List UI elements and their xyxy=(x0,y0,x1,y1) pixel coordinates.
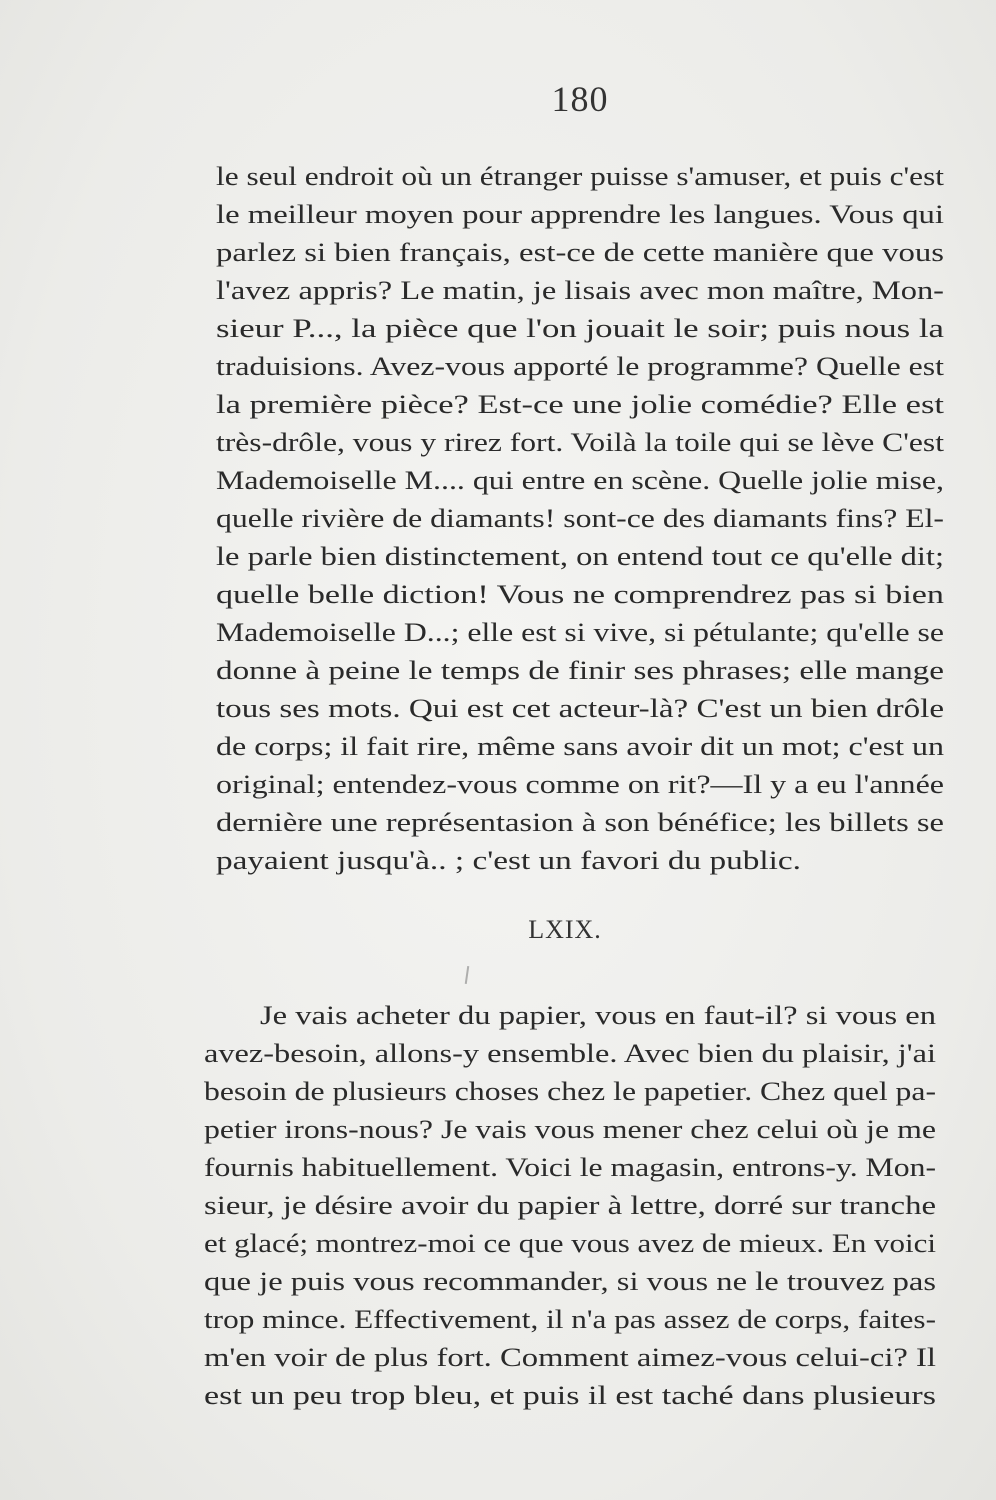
print-speck xyxy=(465,966,469,984)
text-line: de corps; il fait rire, même sans avoir dit un mot; c'est un xyxy=(216,731,944,761)
text-line: tous ses mots. Qui est cet acteur-là? C'est un bien drôle xyxy=(216,693,944,723)
text-line: besoin de plusieurs choses chez le papetier. Chez quel pa- xyxy=(204,1076,936,1106)
text-line: parlez si bien français, est-ce de cette manière que vous xyxy=(216,237,944,267)
text-line: quelle belle diction! Vous ne comprendrez pas si bien xyxy=(216,579,944,609)
text-line: Mademoiselle M.... qui entre en scène. Quelle jolie mise, xyxy=(216,465,944,495)
text-line: que je puis vous recommander, si vous ne le trouvez pas xyxy=(204,1266,936,1296)
text-line: est un peu trop bleu, et puis il est taché dans plusieurs xyxy=(204,1380,936,1410)
text-line: Mademoiselle D...; elle est si vive, si pétulante; qu'elle se xyxy=(216,617,944,647)
text-line: la première pièce? Est-ce une jolie comédie? Elle est xyxy=(216,389,944,419)
section-heading: LXIX. xyxy=(528,915,602,944)
text-line: le meilleur moyen pour apprendre les langues. Vous qui xyxy=(216,199,944,229)
text-line: petier irons-nous? Je vais vous mener chez celui où je me xyxy=(204,1114,936,1144)
text-line: dernière une représentasion à son bénéfice; les billets se xyxy=(216,807,944,837)
text-line: le parle bien distinctement, on entend tout ce qu'elle dit; xyxy=(216,541,944,571)
text-line: très-drôle, vous y rirez fort. Voilà la toile qui se lève C'est xyxy=(216,427,944,457)
text-line: payaient jusqu'à.. ; c'est un favori du public. xyxy=(216,845,801,875)
text-line: l'avez appris? Le matin, je lisais avec mon maître, Mon- xyxy=(216,275,944,305)
text-line: m'en voir de plus fort. Comment aimez-vous celui-ci? Il xyxy=(204,1342,936,1372)
text-line: sieur, je désire avoir du papier à lettre, dorré sur tranche xyxy=(204,1190,936,1220)
text-line: Je vais acheter du papier, vous en faut-il? si vous en xyxy=(260,1000,936,1030)
text-line: donne à peine le temps de finir ses phrases; elle mange xyxy=(216,655,944,685)
text-line: avez-besoin, allons-y ensemble. Avec bien du plaisir, j'ai xyxy=(204,1038,936,1068)
text-line: traduisions. Avez-vous apporté le programme? Quelle est xyxy=(216,351,944,381)
page-number: 180 xyxy=(551,79,609,119)
text-line: le seul endroit où un étranger puisse s'amuser, et puis c'est xyxy=(216,161,944,191)
text-line: fournis habituellement. Voici le magasin, entrons-y. Mon- xyxy=(204,1152,936,1182)
text-line: sieur P..., la pièce que l'on jouait le soir; puis nous la xyxy=(216,313,944,343)
text-line: quelle rivière de diamants! sont-ce des diamants fins? El- xyxy=(216,503,945,533)
text-line: trop mince. Effectivement, il n'a pas assez de corps, faites- xyxy=(204,1304,936,1334)
text-line: et glacé; montrez-moi ce que vous avez de mieux. En voici xyxy=(204,1228,936,1258)
text-line: original; entendez-vous comme on rit?—Il y a eu l'année xyxy=(216,769,944,799)
